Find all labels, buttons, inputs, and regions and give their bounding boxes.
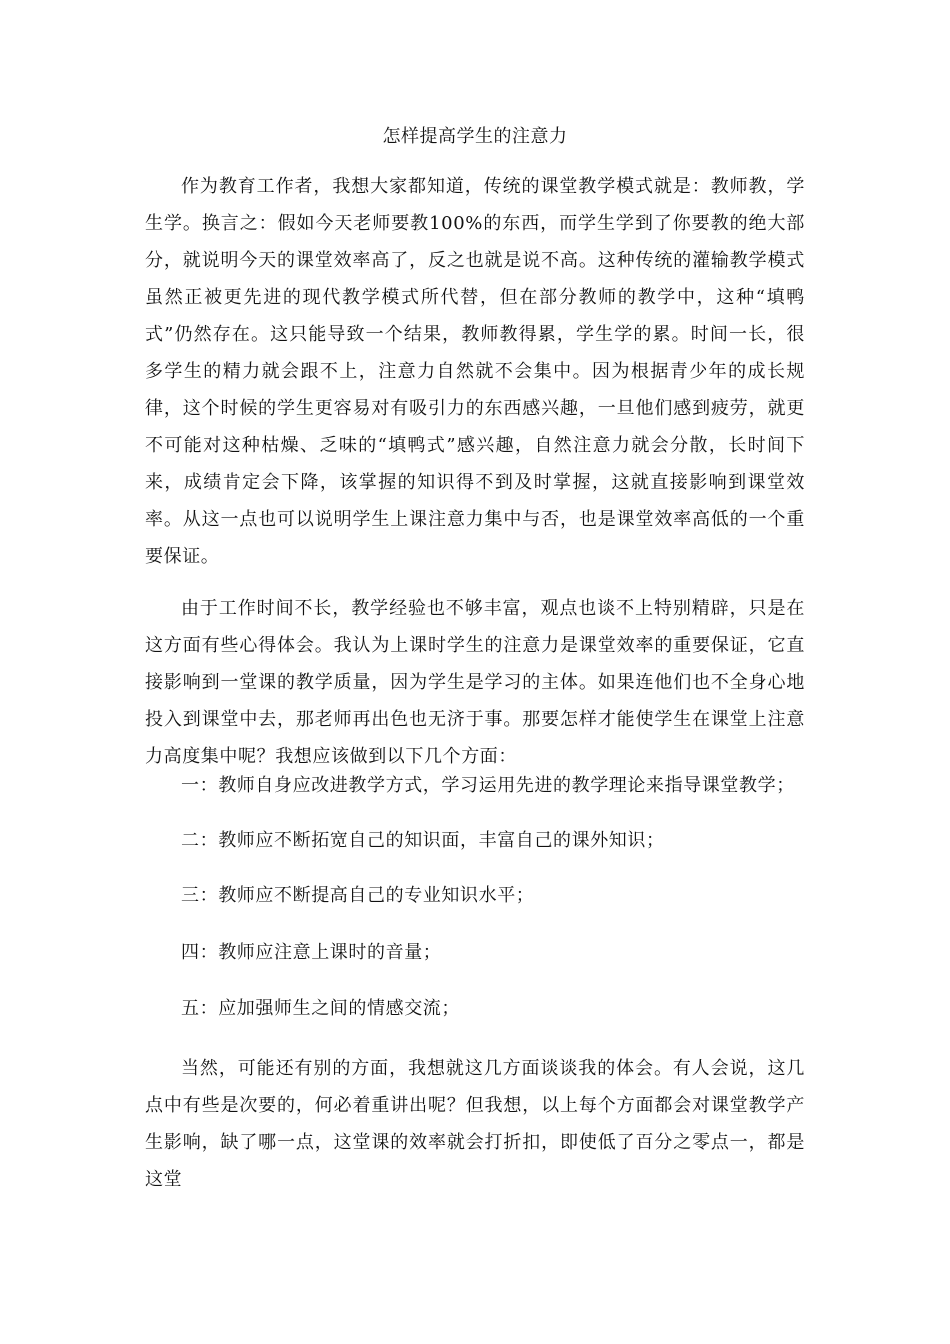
document-title: 怎样提高学生的注意力 — [382, 126, 568, 147]
list-item-1: 一：教师自身应改进教学方式，学习运用先进的教学理论来指导课堂教学； — [181, 775, 795, 796]
list-item-3: 三：教师应不断提高自己的专业知识水平； — [181, 885, 535, 906]
paragraph-experience: 由于工作时间不长，教学经验也不够丰富，观点也谈不上特别精辟，只是在这方面有些心得体会。我认为上课时学生的注意力是课堂效率的重要保证，它直接影响到一堂课的教学质量，因为学生是学习的主体。如果连他们也不全身心地投入到课堂中去，那老师再出色也无济于事。那要怎样才能使学生在课堂上注意力高度集中呢？我想应该做到以下几个方面： — [145, 598, 805, 767]
list-item-5: 五：应加强师生之间的情感交流； — [181, 998, 460, 1019]
list-item-2: 二：教师应不断拓宽自己的知识面，丰富自己的课外知识； — [181, 830, 665, 851]
paragraph-intro: 作为教育工作者，我想大家都知道，传统的课堂教学模式就是：教师教，学生学。换言之：假如今天老师要教100%的东西，而学生学到了你要教的绝大部分，就说明今天的课堂效率高了，反之也就是说不高。这种传统的灌输教学模式虽然正被更先进的现代教学模式所代替，但在部分教师的教学中，这种“填鸭式”仍然存在。这只能导致一个结果，教师教得累，学生学的累。时间一长，很多学生的精力就会跟不上，注意力自然就不会集中。因为根据青少年的成长规律，这个时候的学生更容易对有吸引力的东西感兴趣，一旦他们感到疲劳，就更不可能对这种枯燥、乏味的“填鸭式”感兴趣，自然注意力就会分散，长时间下来，成绩肯定会下降，该掌握的知识得不到及时掌握，这就直接影响到课堂效率。从这一点也可以说明学生上课注意力集中与否，也是课堂效率高低的一个重要保证。 — [145, 176, 805, 567]
paragraph-conclusion: 当然，可能还有别的方面，我想就这几方面谈谈我的体会。有人会说，这几点中有些是次要的，何必着重讲出呢？但我想，以上每个方面都会对课堂教学产生影响，缺了哪一点，这堂课的效率就会打折扣，即使低了百分之零点一，都是这堂 — [145, 1058, 805, 1190]
list-item-4: 四：教师应注意上课时的音量； — [181, 942, 442, 963]
